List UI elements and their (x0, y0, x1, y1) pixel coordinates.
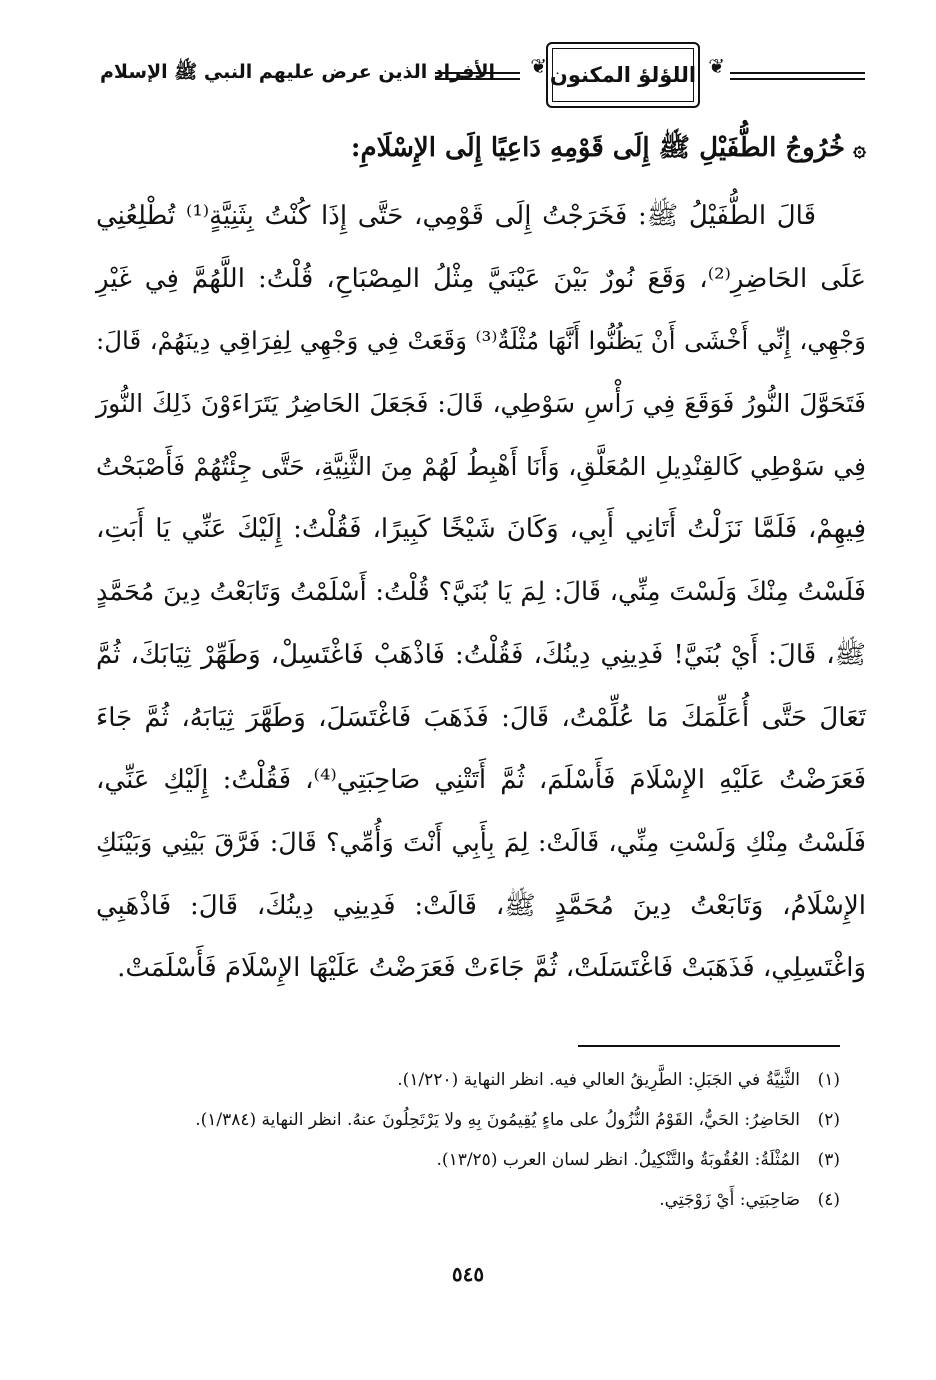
book-title: اللؤلؤ المكنون (549, 63, 697, 87)
text-line: فِيهِمْ، فَلَمَّا نَزَلْتُ أَتَانِي أَبِي، وَكَانَ شَيْخًا كَبِيرًا، فَقُلْتُ: إِلَيْكَ عَنِّي يَا أَبَتِ، (96, 514, 866, 545)
text-line: عَلَى الحَاضِرِ⁽²⁾، وَقَعَ نُورٌ بَيْنَ عَيْنَيَّ مِثْلُ المِصْبَاحِ، قُلْتُ: اللَّهُمَّ فِي غَيْرِ (96, 263, 866, 294)
text-line: فِي سَوْطِي كَالقِنْدِيلِ المُعَلَّقِ، وَأَنَا أَهْبِطُ لَهُمْ مِنَ الثَّنِيَّةِ، حَتَّى جِئْتُهُمْ فَأَصْبَحْتُ (96, 451, 866, 481)
text-line: وَاغْتَسِلِي، فَذَهَبَتْ فَاغْتَسَلَتْ، ثُمَّ جَاءَتْ فَعَرَضْتُ عَلَيْهَا الإِسْلَامَ فَأَسْلَمَتْ. (117, 953, 866, 984)
ornament-icon: ❦ (530, 54, 547, 78)
chapter-title: الأفراد الذين عرض عليهم النبي ﷺ الإسلام (100, 61, 496, 83)
main-text (96, 118, 866, 1000)
text-line: فَعَرَضْتُ عَلَيْهِ الإِسْلَامَ فَأَسْلَمَ، ثُمَّ أَتَتْنِي صَاحِبَتِي⁽⁴⁾، فَقُلْتُ: إِلَيْكِ عَنِّي، (96, 765, 867, 796)
book-title-badge (546, 42, 700, 108)
text-line: فَلَسْتُ مِنْكِ وَلَسْتِ مِنِّي، قَالَتْ: لِمَ بِأَبِي أَنْتَ وَأُمِّي؟ قَالَ: فَرَّقَ بَيْنِي وَبَيْنَكِ (96, 827, 866, 858)
text-line: وَجْهِي، إِنِّي أَخْشَى أَنْ يَظُنُّوا أَنَّهَا مُثْلَةٌ⁽³⁾ وَقَعَتْ فِي وَجْهِي لِفِرَاقِي دِينَهُمْ، قَالَ: (96, 326, 866, 356)
footnote-number: (٣) (817, 1150, 840, 1170)
footnote (80, 1100, 840, 1140)
footnote-text: المُثْلَةُ: العُقُوبَةُ والتَّنْكِيلُ. انظر لسان العرب (١٣/٢٥). (436, 1150, 800, 1170)
footnote-text: الحَاضِرُ: الحَيُّ، القَوْمُ النُّزُولُ على ماءٍ يُقِيمُونَ بِهِ ولا يَرْتَحِلُونَ عنهُ. انظر النهاية (١/٣٨٤). (195, 1110, 800, 1130)
header-rule (730, 72, 865, 74)
footnotes (80, 1060, 840, 1220)
section-title: خُرُوجُ الطُّفَيْلِ ﷺ إِلَى قَوْمِهِ دَاعِيًا إِلَى الإِسْلَامِ: (350, 133, 846, 163)
footnote-divider (578, 1045, 840, 1047)
page-number: ٥٤٥ (451, 1262, 485, 1286)
text-line: فَتَحَوَّلَ النُّورُ فَوَقَعَ فِي رَأْسِ سَوْطِي، قَالَ: فَجَعَلَ الحَاضِرُ يَتَرَاءَوْنَ ذَلِكَ النُّورَ (96, 389, 866, 419)
footnote-number: (٤) (817, 1190, 840, 1210)
text-line: تَعَالَ حَتَّى أُعَلِّمَكَ مَا عُلِّمْتُ، قَالَ: فَذَهَبَ فَاغْتَسَلَ، وَطَهَّرَ ثِيَابَهُ، ثُمَّ جَاءَ (96, 702, 866, 733)
footnote-number: (١) (817, 1070, 840, 1090)
header-rule (730, 78, 865, 80)
footnote (80, 1060, 840, 1100)
footnote (80, 1140, 840, 1180)
running-header (100, 38, 865, 112)
footnote-text: الثَّنِيَّةُ في الجَبَلِ: الطَّرِيقُ العالي فيه. انظر النهاية (١/٢٢٠). (397, 1070, 800, 1090)
footnote (80, 1180, 840, 1220)
text-line: قَالَ الطُّفَيْلُ ﷺ: فَخَرَجْتُ إِلَى قَوْمِي، حَتَّى إِذَا كُنْتُ بِثَنِيَّةٍ⁽¹⁾ تُطْلِعُنِي (96, 201, 816, 231)
text-line: ﷺ، قَالَ: أَيْ بُنَيَّ! فَدِينِي دِينُكَ، فَقُلْتُ: فَاذْهَبْ فَاغْتَسِلْ، وَطَهِّرْ ثِيَابَكَ، ثُمَّ (96, 639, 866, 670)
paragraph (96, 185, 866, 1000)
section-heading (96, 118, 866, 179)
footnote-number: (٢) (817, 1110, 840, 1130)
text-line: الإِسْلَامُ، وَتَابَعْتُ دِينَ مُحَمَّدٍ ﷺ، قَالَتْ: فَدِينِي دِينُكَ، قَالَ: فَاذْهَبِي (96, 890, 866, 921)
bullet-icon: ۞ (853, 136, 866, 162)
footnote-text: صَاحِبَتِي: أَيْ زَوْجَتِي. (659, 1190, 800, 1210)
ornament-icon: ❦ (708, 54, 725, 78)
text-line: فَلَسْتُ مِنْكَ وَلَسْتَ مِنِّي، قَالَ: لِمَ يَا بُنَيَّ؟ قُلْتُ: أَسْلَمْتُ وَتَابَعْتُ دِينَ مُحَمَّدٍ (96, 577, 866, 608)
